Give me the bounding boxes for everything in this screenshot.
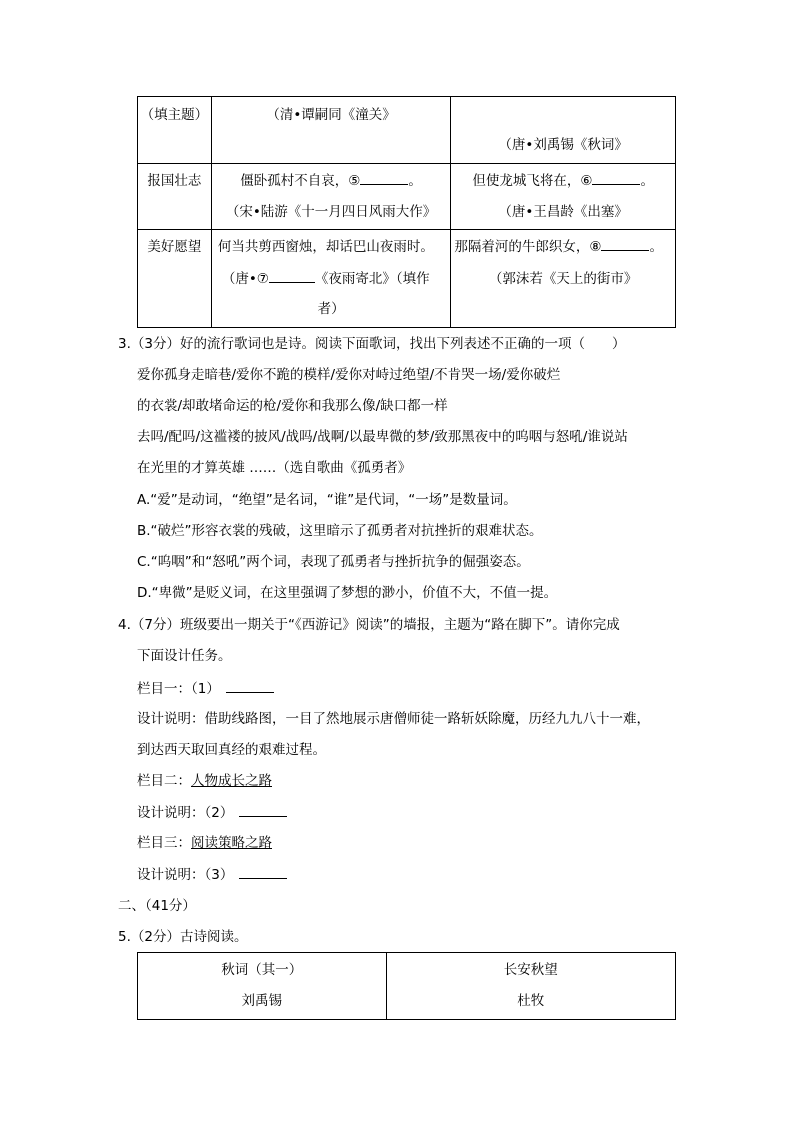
- fill-blank-8[interactable]: [601, 236, 649, 251]
- column-2-description: 设计说明：（2）: [137, 802, 287, 823]
- column-2-row: 栏目二：人物成长之路: [137, 773, 272, 789]
- section-heading: 二、（41分）: [118, 898, 196, 914]
- column-1-description-cont: 到达西天取回真经的艰难过程。: [137, 742, 326, 758]
- table-row: [138, 953, 676, 1020]
- ancient-poem-table: [137, 952, 676, 1020]
- poem-cell-left: 何当共剪西窗烛，却话巴山夜雨时。 （唐•⑦ 《夜雨寄北》（填作 者）: [211, 230, 451, 328]
- option-c[interactable]: C.“呜咽”和“怒吼”两个词，表现了孤勇者与挫折抗争的倔强姿态。: [137, 554, 530, 570]
- fill-blank-5[interactable]: [360, 170, 408, 185]
- poem-cell-right: （唐•刘禹锡《秋词》: [451, 97, 676, 164]
- column-1-description: 设计说明：借助线路图，一目了然地展示唐僧师徒一路斩妖除魔，历经九九八十一难，: [137, 711, 650, 727]
- poem-theme-table: [137, 96, 676, 328]
- column-3-row: 栏目三：阅读策略之路: [137, 835, 272, 851]
- option-a[interactable]: A.“爱”是动词，“绝望”是名词，“谁”是代词，“一场”是数量词。: [137, 492, 517, 508]
- theme-cell: 美好愿望: [138, 230, 212, 328]
- table-row: [138, 230, 676, 328]
- column-3-title: 阅读策略之路: [191, 835, 272, 851]
- question-4-stem: 4.（7分）班级要出一期关于“《西游记》阅读”的墙报，主题为“路在脚下”。请你完成: [118, 617, 620, 633]
- theme-cell: （填主题）: [138, 97, 212, 164]
- poem-cell-right: 但使龙城飞将在，⑥ 。 （唐•王昌龄《出塞》: [451, 164, 676, 230]
- lyrics-line: 爱你孤身走暗巷/爱你不跪的模样/爱你对峙过绝望/不肯哭一场/爱你破烂: [137, 367, 561, 383]
- poem-cell-left: 僵卧孤村不自哀，⑤ 。 （宋•陆游《十一月四日风雨大作》: [211, 164, 451, 230]
- lyrics-line: 去吗/配吗/这褴褛的披风/战吗/战啊/以最卑微的梦/致那黑夜中的呜咽与怒吼/谁说站: [137, 429, 628, 445]
- fill-blank-6[interactable]: [592, 170, 640, 185]
- poem-cell-left: （清•谭嗣同《潼关》: [211, 97, 451, 164]
- answer-blank-3[interactable]: [239, 864, 287, 879]
- option-b[interactable]: B.“破烂”形容衣裳的残破，这里暗示了孤勇者对抗挫折的艰难状态。: [137, 523, 543, 539]
- poem-title-cell: 长安秋望 杜牧: [386, 953, 675, 1020]
- question-4-stem-cont: 下面设计任务。: [137, 648, 232, 664]
- poem-title-cell: 秋词（其一） 刘禹锡: [138, 953, 387, 1020]
- lyrics-line: 的衣裳/却敢堵命运的枪/爱你和我那么像/缺口都一样: [137, 398, 448, 414]
- table-row: [138, 164, 676, 230]
- table-row: [138, 97, 676, 164]
- question-3-stem: 3.（3分）好的流行歌词也是诗。阅读下面歌词，找出下列表述不正确的一项（ ）: [118, 336, 626, 352]
- answer-blank-2[interactable]: [239, 802, 287, 817]
- answer-blank-1[interactable]: [226, 678, 274, 693]
- column-1-row: 栏目一：（1）: [137, 678, 274, 699]
- question-5-stem: 5.（2分）古诗阅读。: [118, 929, 248, 945]
- poem-cell-right: 那隔着河的牛郎织女，⑧ 。 （郭沫若《天上的街市》: [451, 230, 676, 328]
- fill-blank-7[interactable]: [269, 268, 315, 283]
- column-3-description: 设计说明：（3）: [137, 864, 287, 885]
- option-d[interactable]: D.“卑微”是贬义词，在这里强调了梦想的渺小，价值不大，不值一提。: [137, 585, 558, 601]
- lyrics-line: 在光里的才算英雄 ……（选自歌曲《孤勇者》: [137, 460, 412, 476]
- column-2-title: 人物成长之路: [191, 773, 272, 789]
- theme-cell: 报国壮志: [138, 164, 212, 230]
